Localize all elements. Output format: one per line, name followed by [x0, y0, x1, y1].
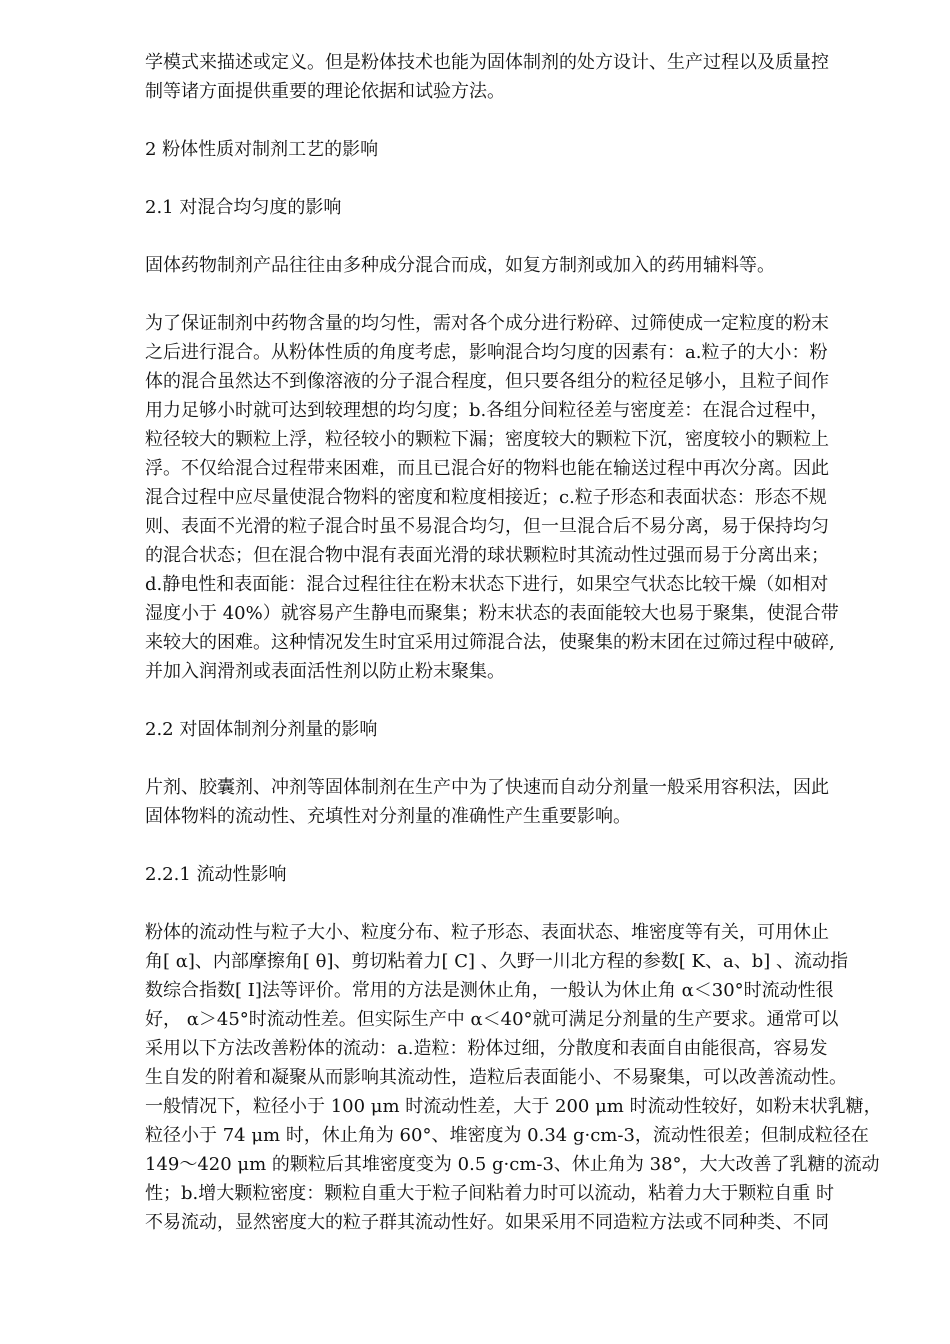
subsection-heading-2-1: 2.1 对混合均匀度的影响: [145, 197, 342, 218]
paragraph-intro-continuation: 学模式来描述或定义。但是粉体技术也能为固体制剂的处方设计、生产过程以及质量控 制等诸方面提供重要的理论依据和试验方法。: [145, 52, 829, 102]
paragraph-flowability: 粉体的流动性与粒子大小、粒度分布、粒子形态、表面状态、堆密度等有关，可用休止 角[ α]、内部摩擦角[ θ]、剪切粘着力[ C] 、久野一川北方程的参数[ K、a、b] 、流动指 数综合指数[ I]法等评价。常用的方法是测休止角，一般认为休止角 α＜30°时流动性很 好， α＞45°时流动性差。但实际生产中 α＜40°就可满足分剂量的生产要求。通常可以 采用以下方法改善粉体的流动：a.造粒：粉体过细，分散度和表面自由能很高，容易发 生自发的附着和凝聚从而影响其流动性，造粒后表面能小、不易聚集，可以改善流动性。 一般情况下，粒径小于 100 μm 时流动性差，大于 200 μm 时流动性较好，如粉末状乳糖， 粒径小于 74 μm 时，休止角为 60°、堆密度为 0.34 g·cm-3，流动性很差；但制成粒径在 149～420 μm 的颗粒后其堆密度变为 0.5 g·cm-3、休止角为 38°，大大改善了乳糖的流动 性；b.增大颗粒密度：颗粒自重大于粒子间粘着力时可以流动，粘着力大于颗粒自重 时 不易流动，显然密度大的粒子群其流动性好。如果采用不同造粒方法或不同种类、不同: [145, 922, 882, 1233]
section-heading-2: 2 粉体性质对制剂工艺的影响: [145, 139, 379, 160]
paragraph-mixing-factors: 为了保证制剂中药物含量的均匀性，需对各个成分进行粉碎、过筛使成一定粒度的粉末 之后进行混合。从粉体性质的角度考虑，影响混合均匀度的因素有：a.粒子的大小：粉 体的混合虽然达不到像溶液的分子混合程度，但只要各组分的粒径足够小，且粒子间作 用力足够小时就可达到较理想的均匀度；b.各组分间粒径差与密度差：在混合过程中， 粒径较大的颗粒上浮，粒径较小的颗粒下漏；密度较大的颗粒下沉，密度较小的颗粒上 浮。不仅给混合过程带来困难，而且已混合好的物料也能在输送过程中再次分离。因此 混合过程中应尽量使混合物料的密度和粒度相接近；c.粒子形态和表面状态：形态不规 则、表面不光滑的粒子混合时虽不易混合均匀，但一旦混合后不易分离，易于保持均匀 的混合状态；但在混合物中混有表面光滑的球状颗粒时其流动性过强而易于分离出来； d.静电性和表面能：混合过程往往在粉末状态下进行，如果空气状态比较干燥（如相对 湿度小于 40%）就容易产生静电而聚集；粉末状态的表面能较大也易于聚集，使混合带 来较大的困难。这种情况发生时宜采用过筛混合法，使聚集的粉末团在过筛过程中破碎, 并加入润滑剂或表面活性剂以防止粉末聚集。: [145, 313, 839, 682]
document-page: [145, 48, 885, 1266]
subsection-heading-2-2-1: 2.2.1 流动性影响: [145, 864, 287, 885]
subsection-heading-2-2: 2.2 对固体制剂分剂量的影响: [145, 719, 378, 740]
paragraph-mixing-intro: 固体药物制剂产品往往由多种成分混合而成，如复方制剂或加入的药用辅料等。: [145, 255, 775, 276]
paragraph-dosing-intro: 片剂、胶囊剂、冲剂等固体制剂在生产中为了快速而自动分剂量一般采用容积法，因此 固体物料的流动性、充填性对分剂量的准确性产生重要影响。: [145, 777, 829, 827]
